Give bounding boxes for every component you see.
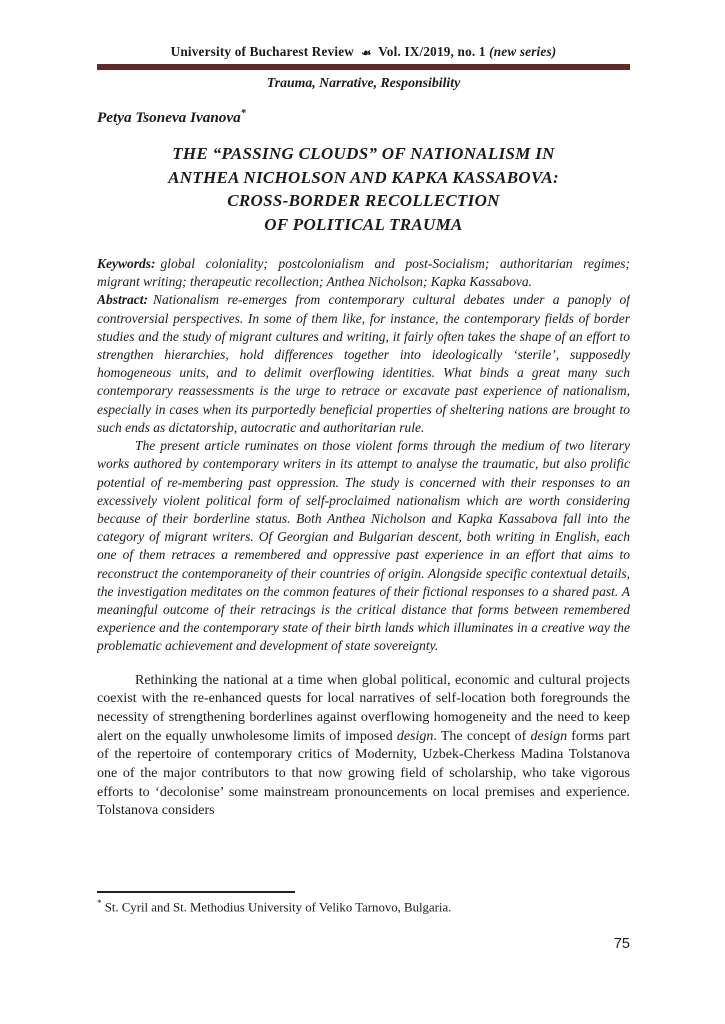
header-rule bbox=[97, 64, 630, 70]
article-title bbox=[97, 142, 630, 236]
volume-info: Vol. IX/2019, no. 1 bbox=[378, 44, 486, 59]
author-footnote-marker: * bbox=[240, 108, 246, 119]
abstract-label: Abstract: bbox=[97, 292, 149, 308]
author-name: Petya Tsoneva Ivanova bbox=[97, 109, 241, 127]
title-line-3: CROSS-BORDER RECOLLECTION bbox=[227, 191, 500, 211]
article-body bbox=[97, 672, 630, 822]
footnote-area bbox=[97, 891, 630, 952]
page-number: 75 bbox=[613, 936, 630, 953]
keywords-label: Keywords: bbox=[97, 256, 156, 272]
keywords-text: global coloniality; postcolonialism and post-Socialism; authoritarian regimes; migrant writing; therapeutic recollection; Anthea Nicholson; Kapka Kassabova. bbox=[97, 256, 630, 290]
abstract-paragraph-1 bbox=[97, 291, 630, 437]
journal-header bbox=[97, 44, 630, 60]
title-line-4: OF POLITICAL TRAUMA bbox=[264, 214, 463, 234]
issue-theme: Trauma, Narrative, Responsibility bbox=[266, 75, 461, 90]
abstract-text-1: Nationalism re-emerges from contemporary cultural debates under a panoply of controversial perspectives. In some of them like, for instance, the contemporary fields of border studies and the study of migrant cultures and writing, it fairly often takes the shape of an effort to strengthen hierarchies, hold differences together into ideologically ‘sterile’, supposedly homogeneous units, and to delimit overflowing identities. What binds a great many such contemporary reassessments is the urge to retrace or excavate past experience of nationalism, especially in cases when its purportedly beneficial properties of sheltering nations are brought to such ends as dictatorship, autocratic and authoritarian rule. bbox=[97, 292, 630, 435]
footnote-separator bbox=[97, 891, 295, 893]
footnote bbox=[97, 898, 630, 915]
series-note: (new series) bbox=[489, 44, 557, 59]
body-paragraph-1: Rethinking the national at a time when global political, economic and cultural projects coexist with the re-enhanced quests for local narratives of self-location both foregrounds the necessity of strengthening borderlines against overflowing homogeneity and the need to keep alert on the equally unwholesome limits of imposed design. The concept of design forms part of the repertoire of contemporary critics of Modernity, Uzbek-Cherkess Madina Tolstanova one of the major contributors to that now growing field of scholarship, who take vigorous efforts to ‘decolonise’ some mainstream pronouncements on local premises and experience. Tolstanova considers bbox=[97, 672, 630, 819]
author-line bbox=[97, 108, 630, 127]
fleuron-icon: ❧ bbox=[361, 46, 372, 60]
title-line-2: ANTHEA NICHOLSON AND KAPKA KASSABOVA: bbox=[168, 167, 559, 187]
title-line-1: THE “PASSING CLOUDS” OF NATIONALISM IN bbox=[172, 144, 555, 164]
abstract-paragraph-2: The present article ruminates on those violent forms through the medium of two literary works authored by contemporary writers in its attempt to analyse the traumatic, but also prolific potential of re-membering past oppression. The study is concerned with their responses to an excessively violent political form of self-proclaimed nationalism which are worth considering because of their borderline status. Both Anthea Nicholson and Kapka Kassabova fall into the category of migrant writers. Of Georgian and Bulgarian descent, both writing in English, each one of them retraces a remembered and oppressive past experience in an effort that aims to reconstruct the contemporaneity of their countries of origin. Alongside specific contextual details, the investigation meditates on the common features of their fictional responses to a shared past. A meaningful outcome of their retracings is the critical distance that forms between remembered experience and the contemporary state of their birth lands which illuminates in a creative way the problematic achievement and development of state sovereignty. bbox=[97, 438, 630, 654]
front-matter bbox=[97, 255, 630, 655]
journal-name: University of Bucharest Review bbox=[170, 44, 355, 59]
footnote-marker: * bbox=[97, 898, 102, 908]
keywords-paragraph bbox=[97, 255, 630, 291]
page-content bbox=[97, 0, 630, 891]
footnote-text: St. Cyril and St. Methodius University of Veliko Tarnovo, Bulgaria. bbox=[104, 900, 452, 915]
